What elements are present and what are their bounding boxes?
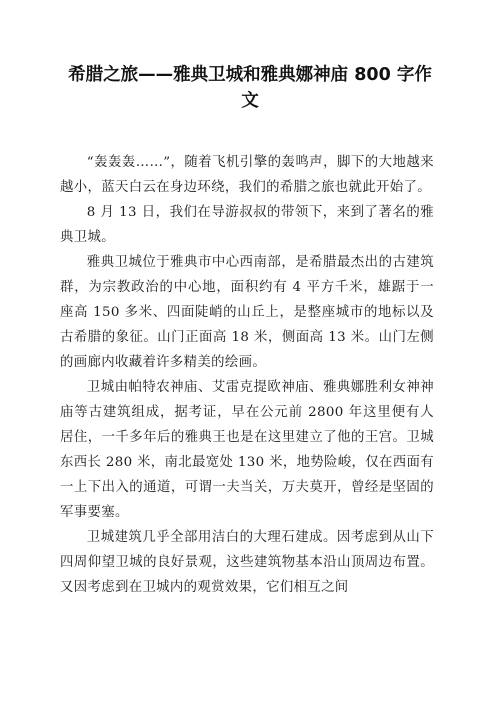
paragraph-4: 卫城由帕特农神庙、艾雷克提欧神庙、雅典娜胜利女神神庙等古建筑组成，据考证，早在公元前 2800 年这里便有人居住，一千多年后的雅典王也是在这里建立了他的王宫。卫城东西长 280 米，南北最宽处 130 米，地势险峻，仅在西面有一上下出入的通道，可谓一夫当关，万夫莫开，曾经是坚固的军事要塞。 xyxy=(60,380,434,520)
paragraph-2: 8 月 13 日，我们在导游叔叔的带领下，来到了著名的雅典卫城。 xyxy=(60,205,434,245)
paragraph-3: 雅典卫城位于雅典市中心西南部，是希腊最杰出的古建筑群，为宗教政治的中心地，面积约有 4 平方千米，雄踞于一座高 150 多米、四面陡峭的山丘上，是整座城市的地标以及古希腊的象征。山门正面高 18 米，侧面高 13 米。山门左侧的画廊内收藏着许多精美的绘画。 xyxy=(60,255,434,370)
paragraph-5: 卫城建筑几乎全部用洁白的大理石建成。因考虑到从山下四周仰望卫城的良好景观，这些建筑物基本沿山顶周边布置。又因考虑到在卫城内的观赏效果，它们相互之间 xyxy=(60,530,434,595)
paragraph-1: “轰轰轰……”，随着飞机引擎的轰鸣声，脚下的大地越来越小，蓝天白云在身边环绕，我们的希腊之旅也就此开始了。 xyxy=(60,155,434,195)
document-title: 希腊之旅——雅典卫城和雅典娜神庙 800 字作文 xyxy=(68,65,432,111)
document-body xyxy=(60,150,434,600)
